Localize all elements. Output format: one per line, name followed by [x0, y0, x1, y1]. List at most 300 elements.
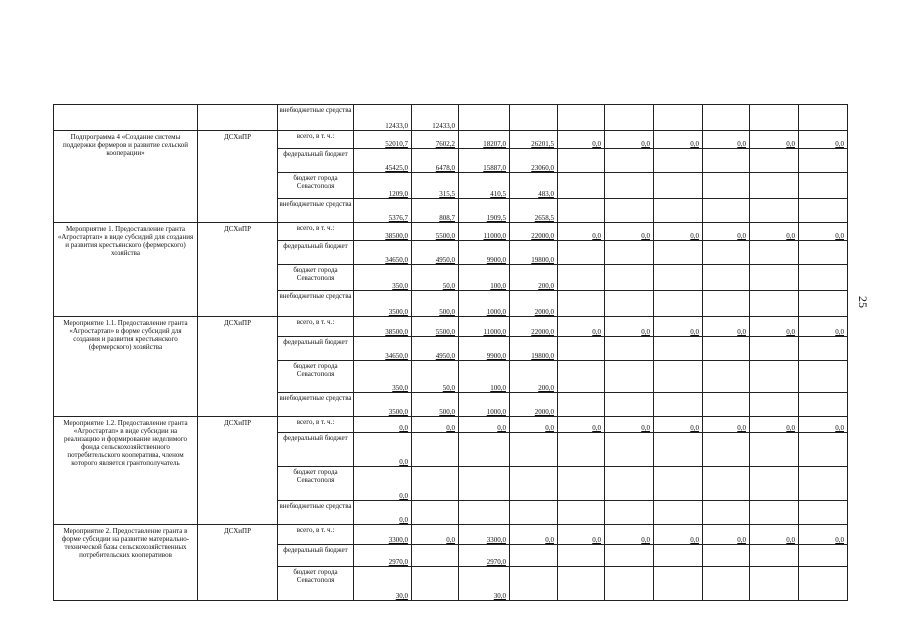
value-text: 0,0 [737, 423, 746, 432]
source-label: федеральный бюджет [278, 433, 354, 467]
value-text: 0,0 [835, 423, 844, 432]
value-cell [459, 361, 510, 393]
value-cell [750, 525, 799, 545]
value-cell [459, 149, 510, 173]
value-cell [412, 525, 459, 545]
value-cell [459, 223, 510, 241]
value-cell [510, 433, 558, 467]
value-text: 3500,0 [388, 307, 408, 316]
value-cell [412, 361, 459, 393]
value-cell [558, 173, 605, 199]
executor-cell: ДСХиПР [198, 131, 278, 223]
value-cell [459, 173, 510, 199]
source-label: федеральный бюджет [278, 545, 354, 567]
value-text: 22000,0 [531, 327, 554, 336]
value-cell [703, 223, 750, 241]
value-text: 0,0 [592, 231, 601, 240]
value-cell [654, 433, 703, 467]
value-cell [558, 317, 605, 337]
value-cell [605, 545, 654, 567]
value-cell [354, 199, 412, 223]
value-cell [750, 317, 799, 337]
value-cell [703, 361, 750, 393]
value-text: 4950,0 [435, 351, 455, 360]
value-cell [750, 337, 799, 361]
value-text: 11000,0 [483, 327, 506, 336]
value-cell [799, 131, 848, 149]
value-text: 315,5 [439, 189, 455, 198]
value-cell [654, 149, 703, 173]
value-cell [510, 317, 558, 337]
value-cell [412, 241, 459, 265]
executor-cell: ДСХиПР [198, 525, 278, 601]
value-cell [558, 567, 605, 601]
value-text: 0,0 [737, 139, 746, 148]
source-label: бюджет города Севастополя [278, 173, 354, 199]
value-cell [510, 241, 558, 265]
value-cell [510, 265, 558, 291]
value-cell [354, 567, 412, 601]
value-text: 350,0 [392, 281, 408, 290]
table-body [54, 105, 848, 601]
value-text: 50,0 [442, 383, 455, 392]
value-cell [750, 417, 799, 433]
value-cell [703, 467, 750, 501]
value-cell [799, 291, 848, 317]
value-cell [750, 199, 799, 223]
value-cell [354, 393, 412, 417]
value-cell [605, 223, 654, 241]
value-cell [654, 525, 703, 545]
value-cell [558, 393, 605, 417]
value-cell [510, 525, 558, 545]
value-cell [558, 361, 605, 393]
value-text: 15887,0 [483, 163, 506, 172]
value-text: 0,0 [446, 535, 455, 544]
value-cell [605, 131, 654, 149]
value-cell [703, 525, 750, 545]
value-cell [354, 223, 412, 241]
value-cell [558, 241, 605, 265]
value-cell [605, 265, 654, 291]
value-cell [703, 337, 750, 361]
value-cell [354, 265, 412, 291]
value-cell [510, 337, 558, 361]
value-cell [459, 317, 510, 337]
value-text: 9900,0 [486, 351, 506, 360]
value-cell [654, 567, 703, 601]
value-text: 5500,0 [435, 327, 455, 336]
source-label: внебюджетные средства [278, 199, 354, 223]
value-text: 0,0 [835, 139, 844, 148]
source-label: всего, в т. ч.: [278, 131, 354, 149]
value-cell [799, 223, 848, 241]
value-cell [459, 337, 510, 361]
value-cell [412, 149, 459, 173]
value-cell [605, 525, 654, 545]
value-cell [654, 467, 703, 501]
source-label: внебюджетные средства [278, 291, 354, 317]
value-cell [654, 173, 703, 199]
value-cell [703, 567, 750, 601]
value-cell [605, 337, 654, 361]
value-text: 3300,0 [486, 535, 506, 544]
value-text: 0,0 [690, 231, 699, 240]
value-cell [354, 467, 412, 501]
value-cell [750, 433, 799, 467]
value-cell [558, 501, 605, 525]
value-cell [558, 199, 605, 223]
value-cell [459, 525, 510, 545]
value-cell [558, 337, 605, 361]
value-text: 34650,0 [385, 351, 408, 360]
value-text: 2970,0 [388, 557, 408, 566]
value-text: 1209,0 [388, 189, 408, 198]
value-cell [459, 241, 510, 265]
value-text: 30,0 [395, 591, 408, 600]
value-cell [354, 361, 412, 393]
value-text: 5500,0 [435, 231, 455, 240]
value-text: 38500,0 [385, 231, 408, 240]
value-cell [703, 173, 750, 199]
value-text: 0,0 [690, 535, 699, 544]
value-cell [750, 265, 799, 291]
value-text: 19800,0 [531, 351, 554, 360]
value-cell [799, 567, 848, 601]
value-text: 0,0 [690, 423, 699, 432]
value-text: 0,0 [641, 327, 650, 336]
value-text: 3300,0 [388, 535, 408, 544]
value-cell [799, 149, 848, 173]
value-cell [510, 149, 558, 173]
value-text: 0,0 [399, 491, 408, 500]
value-cell [799, 199, 848, 223]
value-text: 2000,0 [534, 407, 554, 416]
value-cell [654, 317, 703, 337]
value-cell [354, 291, 412, 317]
source-label: внебюджетные средства [278, 501, 354, 525]
value-text: 6478,0 [435, 163, 455, 172]
value-cell [354, 173, 412, 199]
value-text: 2970,0 [486, 557, 506, 566]
value-cell [510, 131, 558, 149]
value-cell [558, 131, 605, 149]
value-text: 1000,0 [486, 307, 506, 316]
value-text: 0,0 [641, 535, 650, 544]
value-text: 23060,0 [531, 163, 554, 172]
value-text: 200,0 [538, 383, 554, 392]
value-cell [799, 393, 848, 417]
value-text: 19800,0 [531, 255, 554, 264]
value-cell [510, 223, 558, 241]
value-cell: 12433,0 [354, 105, 412, 131]
value-cell [459, 433, 510, 467]
value-cell [558, 265, 605, 291]
value-cell [703, 393, 750, 417]
value-cell [605, 199, 654, 223]
table-row [54, 417, 848, 433]
value-text: 500,0 [439, 307, 455, 316]
value-cell [354, 501, 412, 525]
source-label: всего, в т. ч.: [278, 417, 354, 433]
value-cell [605, 417, 654, 433]
value-cell [605, 567, 654, 601]
value-cell [654, 223, 703, 241]
source-label: всего, в т. ч.: [278, 525, 354, 545]
value-cell [799, 265, 848, 291]
value-cell [605, 291, 654, 317]
value-cell [703, 241, 750, 265]
value-text: 0,0 [545, 535, 554, 544]
value-text: 0,0 [592, 327, 601, 336]
row-name: Подпрограмма 4 «Создание системы поддержки фермеров и развитие сельской кооперации» [54, 131, 198, 223]
value-cell [510, 361, 558, 393]
value-text: 410,5 [490, 189, 506, 198]
value-text: 0,0 [737, 327, 746, 336]
value-cell [605, 317, 654, 337]
value-cell [703, 433, 750, 467]
value-cell [412, 433, 459, 467]
value-text: 26201,5 [531, 139, 554, 148]
value-cell [354, 337, 412, 361]
value-cell [354, 241, 412, 265]
value-cell [654, 545, 703, 567]
value-text: 0,0 [835, 535, 844, 544]
value-cell [412, 131, 459, 149]
source-label: всего, в т. ч.: [278, 317, 354, 337]
value-text: 0,0 [786, 423, 795, 432]
value-text: 22000,0 [531, 231, 554, 240]
value-cell [459, 291, 510, 317]
value-cell [354, 417, 412, 433]
value-cell [558, 545, 605, 567]
value-cell [558, 291, 605, 317]
value-cell [799, 241, 848, 265]
value-cell [799, 433, 848, 467]
table-row [54, 317, 848, 337]
value-text: 200,0 [538, 281, 554, 290]
value-cell [412, 337, 459, 361]
value-cell [654, 337, 703, 361]
value-cell [605, 433, 654, 467]
value-cell [459, 501, 510, 525]
value-cell [412, 265, 459, 291]
value-cell [510, 291, 558, 317]
value-text: 2658,5 [534, 213, 554, 222]
value-text: 100,0 [490, 281, 506, 290]
value-cell [654, 361, 703, 393]
table-row [54, 223, 848, 241]
value-text: 7602,2 [435, 139, 455, 148]
value-cell [354, 433, 412, 467]
value-cell [558, 467, 605, 501]
value-cell [703, 501, 750, 525]
value-cell [510, 545, 558, 567]
value-text: 0,0 [399, 457, 408, 466]
table-row [54, 105, 848, 131]
row-name: Мероприятие 1.2. Предоставление гранта «Агростартап» в виде субсидии на реализацию и формирование неделимого фонда сельскохозяйственного потребительского кооператива, членом которого является грантополучатель [54, 417, 198, 525]
value-cell [750, 149, 799, 173]
value-cell [703, 199, 750, 223]
value-cell [558, 149, 605, 173]
value-cell [750, 467, 799, 501]
value-cell [510, 173, 558, 199]
value-cell [459, 417, 510, 433]
value-text: 30,0 [493, 591, 506, 600]
value-cell [412, 501, 459, 525]
value-text: 0,0 [592, 535, 601, 544]
value-text: 0,0 [690, 139, 699, 148]
value-text: 0,0 [737, 535, 746, 544]
value-text: 0,0 [690, 327, 699, 336]
value-cell [412, 199, 459, 223]
page-number: 25 [856, 296, 870, 308]
value-cell [703, 545, 750, 567]
value-text: 50,0 [442, 281, 455, 290]
value-cell [459, 393, 510, 417]
value-text: 0,0 [835, 231, 844, 240]
value-cell [412, 223, 459, 241]
value-cell [354, 131, 412, 149]
value-text: 0,0 [545, 423, 554, 432]
value-cell [510, 567, 558, 601]
value-cell [654, 291, 703, 317]
value-cell [799, 361, 848, 393]
value-cell: 12433,0 [412, 105, 459, 131]
value-cell [703, 417, 750, 433]
value-cell [750, 291, 799, 317]
value-cell [750, 545, 799, 567]
value-text: 34650,0 [385, 255, 408, 264]
value-cell [750, 173, 799, 199]
value-cell [750, 223, 799, 241]
value-cell [750, 501, 799, 525]
value-text: 45425,0 [385, 163, 408, 172]
value-cell [510, 467, 558, 501]
value-cell [703, 149, 750, 173]
value-cell [750, 393, 799, 417]
row-name: Мероприятие 2. Предоставление гранта в форме субсидии на развитие материально-технической базы сельскохозяйственных потребительских кооперативов [54, 525, 198, 601]
value-cell [799, 501, 848, 525]
value-text: 1909,5 [486, 213, 506, 222]
value-cell [558, 433, 605, 467]
value-text: 808,7 [439, 213, 455, 222]
source-label: всего, в т. ч.: [278, 223, 354, 241]
value-cell [750, 567, 799, 601]
value-cell [459, 265, 510, 291]
value-text: 100,0 [490, 383, 506, 392]
value-cell [605, 241, 654, 265]
value-cell [510, 501, 558, 525]
value-cell [703, 317, 750, 337]
value-cell [412, 417, 459, 433]
value-cell [412, 291, 459, 317]
value-cell [558, 417, 605, 433]
table-row [54, 525, 848, 545]
value-cell [654, 501, 703, 525]
source-label: федеральный бюджет [278, 149, 354, 173]
value-text: 350,0 [392, 383, 408, 392]
value-cell [654, 199, 703, 223]
table-row [54, 131, 848, 149]
value-text: 9900,0 [486, 255, 506, 264]
value-text: 4950,0 [435, 255, 455, 264]
value-cell [799, 173, 848, 199]
value-text: 483,0 [538, 189, 554, 198]
value-cell [510, 417, 558, 433]
executor-cell: ДСХиПР [198, 317, 278, 417]
value-cell [799, 337, 848, 361]
source-label: бюджет города Севастополя [278, 265, 354, 291]
row-name: Мероприятие 1.1. Предоставление гранта «Агростартап» в форме субсидий для создания и развития крестьянского (фермерского) хозяйства [54, 317, 198, 417]
value-cell [510, 393, 558, 417]
value-cell [412, 317, 459, 337]
source-label: федеральный бюджет [278, 337, 354, 361]
value-cell [459, 567, 510, 601]
value-text: 0,0 [786, 139, 795, 148]
value-cell [654, 393, 703, 417]
value-cell [654, 241, 703, 265]
value-text: 0,0 [737, 231, 746, 240]
value-text: 3500,0 [388, 407, 408, 416]
value-cell [558, 525, 605, 545]
value-cell [412, 393, 459, 417]
value-text: 0,0 [835, 327, 844, 336]
value-cell [605, 393, 654, 417]
value-text: 38500,0 [385, 327, 408, 336]
value-cell [605, 467, 654, 501]
value-cell [354, 149, 412, 173]
value-cell [605, 173, 654, 199]
value-text: 0,0 [786, 327, 795, 336]
financing-table [53, 104, 848, 601]
value-cell [703, 291, 750, 317]
value-cell [459, 199, 510, 223]
value-text: 5376,7 [388, 213, 408, 222]
value-cell [654, 131, 703, 149]
value-text: 0,0 [497, 423, 506, 432]
value-cell [654, 265, 703, 291]
value-cell [605, 501, 654, 525]
value-cell [459, 131, 510, 149]
value-cell [558, 223, 605, 241]
value-cell [459, 545, 510, 567]
value-cell [412, 173, 459, 199]
value-text: 0,0 [399, 515, 408, 524]
value-text: 0,0 [641, 139, 650, 148]
value-cell [799, 545, 848, 567]
value-text: 2000,0 [534, 307, 554, 316]
value-cell [510, 199, 558, 223]
value-cell [799, 317, 848, 337]
source-label: бюджет города Севастополя [278, 467, 354, 501]
value-cell [654, 417, 703, 433]
value-text: 11000,0 [483, 231, 506, 240]
value-text: 0,0 [641, 231, 650, 240]
source-label: внебюджетные средства [278, 105, 354, 131]
source-label: бюджет города Севастополя [278, 567, 354, 601]
value-text: 18207,0 [483, 139, 506, 148]
value-cell [354, 545, 412, 567]
value-cell [354, 525, 412, 545]
value-text: 0,0 [592, 139, 601, 148]
value-cell [412, 545, 459, 567]
value-cell [354, 317, 412, 337]
row-name: Мероприятие 1. Предоставление гранта «Агростартап» в виде субсидий для создания и развития крестьянского (фермерского) хозяйства [54, 223, 198, 317]
value-cell [750, 131, 799, 149]
source-label: бюджет города Севастополя [278, 361, 354, 393]
value-text: 0,0 [786, 535, 795, 544]
